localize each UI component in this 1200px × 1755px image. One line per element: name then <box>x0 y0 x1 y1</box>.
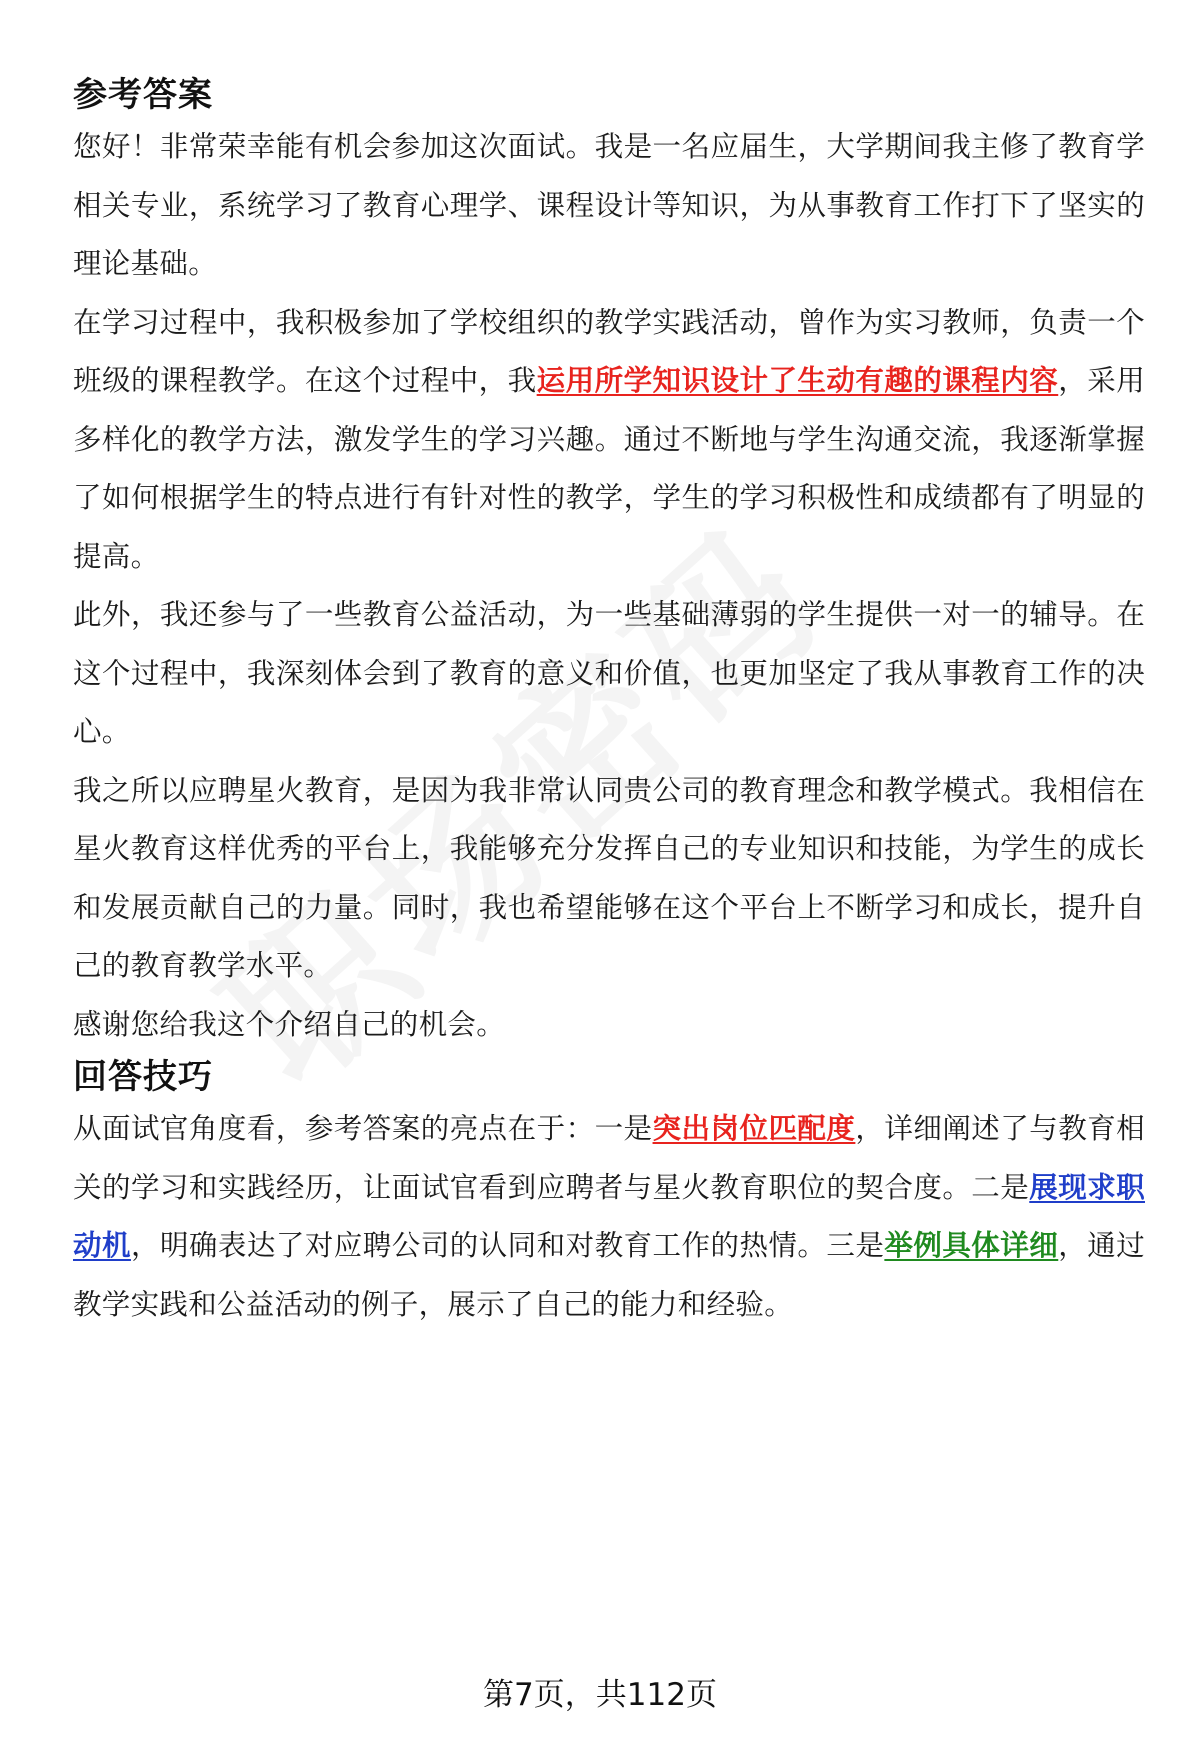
highlight-green: 举例具体详细 <box>884 1229 1059 1262</box>
highlight-blue: 展现求职动机 <box>73 1170 1145 1262</box>
text-run: 您好！非常荣幸能有机会参加这次面试。我是一名应届生，大学期间我主修了教育学相关专业，系统学习了教育心理学、课程设计等知识，为从事教育工作打下了坚实的理论基础。 <box>73 130 1145 280</box>
section-answer-tips-body <box>73 1100 1145 1334</box>
text-run: ，通过教学实践和公益活动的例子，展示了自己的能力和经验。 <box>73 1229 1146 1321</box>
highlight-red: 运用所学知识设计了生动有趣的课程内容 <box>536 364 1059 397</box>
paragraph <box>73 586 1145 762</box>
text-run: ，采用多样化的教学方法，激发学生的学习兴趣。通过不断地与学生沟通交流，我逐渐掌握了如何根据学生的特点进行有针对性的教学，学生的学习积极性和成绩都有了明显的提高。 <box>73 364 1145 573</box>
paragraph <box>73 294 1145 587</box>
text-run: 在学习过程中，我积极参加了学校组织的教学实践活动，曾作为实习教师，负责一个班级的课程教学。在这个过程中，我 <box>73 305 1145 397</box>
text-run: 从面试官角度看，参考答案的亮点在于：一是 <box>73 1112 653 1145</box>
text-run: ，明确表达了对应聘公司的认同和对教育工作的热情。三是 <box>130 1229 885 1262</box>
page-content <box>73 72 1145 1334</box>
text-run: 我之所以应聘星火教育，是因为我非常认同贵公司的教育理念和教学模式。我相信在星火教育这样优秀的平台上，我能够充分发挥自己的专业知识和技能，为学生的成长和发展贡献自己的力量。同时，我也希望能够在这个平台上不断学习和成长，提升自己的教育教学水平。 <box>73 773 1145 982</box>
paragraph <box>73 762 1145 996</box>
paragraph <box>73 118 1145 294</box>
paragraph <box>73 996 1145 1055</box>
section-reference-answer-body <box>73 118 1145 1054</box>
section-title-answer-tips: 回答技巧 <box>73 1057 213 1097</box>
page-number: 第7页，共112页 <box>483 1677 717 1713</box>
text-run: 此外，我还参与了一些教育公益活动，为一些基础薄弱的学生提供一对一的辅导。在这个过程中，我深刻体会到了教育的意义和价值，也更加坚定了我从事教育工作的决心。 <box>73 598 1145 748</box>
text-run: 感谢您给我这个介绍自己的机会。 <box>73 1007 506 1041</box>
paragraph <box>73 1100 1145 1334</box>
section-title-reference-answer: 参考答案 <box>73 75 213 115</box>
highlight-red: 突出岗位匹配度 <box>652 1112 856 1145</box>
text-run: ，详细阐述了与教育相关的学习和实践经历，让面试官看到应聘者与星火教育职位的契合度。二是 <box>73 1112 1145 1204</box>
